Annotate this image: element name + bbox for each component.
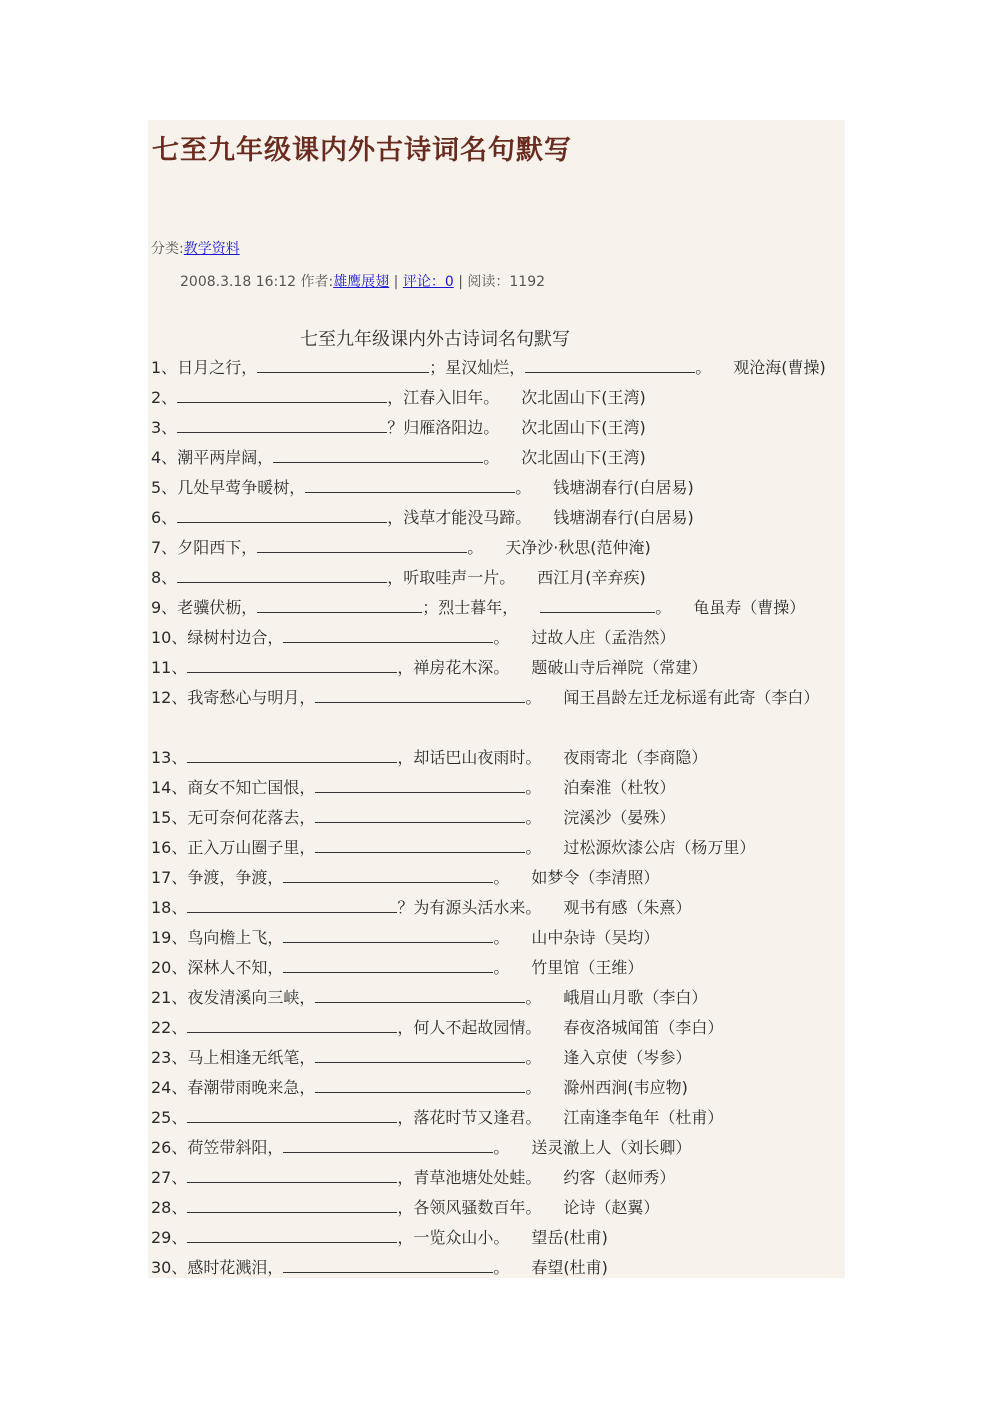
question-number: 9、: [151, 598, 178, 617]
question-line: [151, 775, 675, 801]
poem-text: 感时花溅泪，: [187, 1258, 284, 1277]
answer-blank: [315, 805, 525, 823]
poem-source: 峨眉山月歌（李白）: [563, 988, 708, 1007]
question-number: 7、: [151, 538, 178, 557]
poem-text: 。: [525, 1048, 542, 1067]
poem-text: 。: [525, 808, 542, 827]
poem-text: 。: [493, 1258, 510, 1277]
answer-blank: [283, 865, 493, 883]
answer-blank: [177, 565, 387, 583]
poem-text: 春潮带雨晚来急，: [187, 1078, 316, 1097]
poem-text: 。: [525, 988, 542, 1007]
post-meta: [180, 271, 545, 291]
question-line: [151, 1225, 608, 1251]
question-number: 4、: [151, 448, 178, 467]
read-count: 阅读：1192: [467, 274, 546, 290]
poem-text: 。: [695, 358, 712, 377]
answer-blank: [177, 385, 387, 403]
poem-source: 次北固山下(王湾): [521, 448, 646, 467]
author-label: 作者:: [300, 274, 334, 290]
question-line: [151, 805, 675, 831]
question-number: 30、: [151, 1258, 188, 1277]
question-line: [151, 895, 691, 921]
answer-blank: [525, 355, 695, 373]
question-number: 5、: [151, 478, 178, 497]
answer-blank: [187, 1165, 397, 1183]
poem-text: ？为有源头活水来。: [397, 898, 542, 917]
poem-source: 龟虽寿（曹操）: [693, 598, 806, 617]
answer-blank: [187, 1015, 397, 1033]
poem-source: 钱塘湖春行(白居易): [553, 508, 694, 527]
question-line: [151, 625, 675, 651]
question-number: 18、: [151, 898, 188, 917]
poem-source: 天净沙·秋思(范仲淹): [505, 538, 651, 557]
question-line: [151, 505, 694, 531]
question-line: [151, 655, 707, 681]
poem-text: ；烈士暮年，: [422, 598, 519, 617]
question-line: [151, 865, 659, 891]
answer-blank: [257, 535, 467, 553]
question-line: [151, 535, 651, 561]
poem-source: 钱塘湖春行(白居易): [553, 478, 694, 497]
question-number: 28、: [151, 1198, 188, 1217]
poem-text: 。: [515, 478, 532, 497]
poem-text: 鸟向檐上飞，: [187, 928, 284, 947]
poem-text: 。: [525, 838, 542, 857]
answer-blank: [315, 775, 525, 793]
answer-blank: [283, 1255, 493, 1273]
poem-text: ，禅房花木深。: [397, 658, 510, 677]
poem-text: 。: [493, 958, 510, 977]
question-number: 23、: [151, 1048, 188, 1067]
question-line: [151, 1015, 723, 1041]
answer-blank: [187, 655, 397, 673]
question-number: 24、: [151, 1078, 188, 1097]
answer-blank: [540, 595, 655, 613]
poem-source: 浣溪沙（晏殊）: [563, 808, 676, 827]
poem-source: 次北固山下(王湾): [521, 388, 646, 407]
poem-text: 正入万山圈子里，: [187, 838, 316, 857]
question-number: 19、: [151, 928, 188, 947]
answer-blank: [315, 1075, 525, 1093]
answer-blank: [315, 985, 525, 1003]
category-link[interactable]: 教学资料: [183, 241, 240, 257]
question-number: 3、: [151, 418, 178, 437]
poem-text: 我寄愁心与明月，: [187, 688, 316, 707]
poem-text: ，江春入旧年。: [387, 388, 500, 407]
question-number: 6、: [151, 508, 178, 527]
poem-text: 荷笠带斜阳，: [187, 1138, 284, 1157]
category-line: [151, 238, 240, 258]
poem-text: 。: [493, 628, 510, 647]
poem-text: 夜发清溪向三峡，: [187, 988, 316, 1007]
category-label: 分类:: [151, 241, 184, 257]
question-line: [151, 685, 819, 711]
answer-blank: [283, 925, 493, 943]
answer-blank: [257, 595, 422, 613]
poem-source: 泊秦淮（杜牧）: [563, 778, 676, 797]
question-line: [151, 1075, 688, 1101]
answer-blank: [257, 355, 429, 373]
poem-text: ，浅草才能没马蹄。: [387, 508, 532, 527]
poem-source: 山中杂诗（吴均）: [531, 928, 660, 947]
answer-blank: [177, 505, 387, 523]
question-line: [151, 835, 755, 861]
question-line: [151, 415, 646, 441]
poem-text: 。: [525, 1078, 542, 1097]
poem-source: 春夜洛城闻笛（李白）: [563, 1018, 724, 1037]
poem-source: 逢入京使（岑参）: [563, 1048, 692, 1067]
question-number: 27、: [151, 1168, 188, 1187]
poem-text: 马上相逢无纸笔，: [187, 1048, 316, 1067]
poem-source: 闻王昌龄左迁龙标遥有此寄（李白）: [563, 688, 820, 707]
meta-separator: |: [393, 274, 399, 290]
poem-source: 夜雨寄北（李商隐）: [563, 748, 708, 767]
poem-source: 题破山寺后禅院（常建）: [531, 658, 708, 677]
question-number: 20、: [151, 958, 188, 977]
poem-text: 。: [483, 448, 500, 467]
answer-blank: [187, 1105, 397, 1123]
question-line: [151, 925, 659, 951]
poem-source: 春望(杜甫): [531, 1258, 608, 1277]
poem-source: 约客（赵师秀）: [563, 1168, 676, 1187]
poem-text: ，青草池塘处处蛙。: [397, 1168, 542, 1187]
question-number: 22、: [151, 1018, 188, 1037]
question-number: 16、: [151, 838, 188, 857]
answer-blank: [315, 685, 525, 703]
answer-blank: [187, 1195, 397, 1213]
question-number: 8、: [151, 568, 178, 587]
question-line: [151, 745, 707, 771]
poem-source: 论诗（赵翼）: [563, 1198, 660, 1217]
question-number: 14、: [151, 778, 188, 797]
poem-text: 商女不知亡国恨，: [187, 778, 316, 797]
question-number: 26、: [151, 1138, 188, 1157]
poem-source: 滁州西涧(韦应物): [563, 1078, 688, 1097]
content-title: 七至九年级课内外古诗词名句默写: [300, 329, 570, 350]
question-number: 11、: [151, 658, 188, 677]
question-line: [151, 1195, 659, 1221]
answer-blank: [177, 415, 387, 433]
author-link[interactable]: 雄鹰展翅: [333, 274, 390, 290]
question-number: 21、: [151, 988, 188, 1007]
question-line: [151, 1105, 723, 1131]
answer-blank: [283, 955, 493, 973]
answer-blank: [305, 475, 515, 493]
poem-text: 。: [525, 688, 542, 707]
question-number: 10、: [151, 628, 188, 647]
question-number: 13、: [151, 748, 188, 767]
poem-text: 。: [493, 928, 510, 947]
question-line: [151, 385, 646, 411]
question-number: 25、: [151, 1108, 188, 1127]
poem-text: 。: [493, 1138, 510, 1157]
poem-text: ，却话巴山夜雨时。: [397, 748, 542, 767]
answer-blank: [187, 745, 397, 763]
answer-blank: [283, 1135, 493, 1153]
post-datetime: 2008.3.18 16:12: [180, 274, 297, 290]
question-number: 29、: [151, 1228, 188, 1247]
poem-source: 送灵澈上人（刘长卿）: [531, 1138, 692, 1157]
poem-source: 过松源炊漆公店（杨万里）: [563, 838, 756, 857]
question-line: [151, 1255, 608, 1281]
answer-blank: [187, 895, 397, 913]
page-title: 七至九年级课内外古诗词名句默写: [152, 135, 572, 166]
poem-text: ，落花时节又逢君。: [397, 1108, 542, 1127]
poem-text: 日月之行，: [177, 358, 258, 377]
poem-text: ，一览众山小。: [397, 1228, 510, 1247]
poem-source: 次北固山下(王湾): [521, 418, 646, 437]
poem-text: ？归雁洛阳边。: [387, 418, 500, 437]
answer-blank: [283, 625, 493, 643]
poem-text: 。: [493, 868, 510, 887]
poem-text: ，何人不起故园情。: [397, 1018, 542, 1037]
poem-text: 深林人不知，: [187, 958, 284, 977]
question-line: [151, 445, 646, 471]
poem-text: 老骥伏枥，: [177, 598, 258, 617]
question-line: [151, 595, 805, 621]
poem-text: ，各领风骚数百年。: [397, 1198, 542, 1217]
question-line: [151, 355, 826, 381]
meta-separator: |: [458, 274, 463, 290]
answer-blank: [273, 445, 483, 463]
poem-source: 江南逢李龟年（杜甫）: [563, 1108, 724, 1127]
answer-blank: [315, 835, 525, 853]
poem-text: 几处早莺争暖树，: [177, 478, 306, 497]
poem-source: 西江月(辛弃疾): [537, 568, 646, 587]
answer-blank: [187, 1225, 397, 1243]
poem-source: 观沧海(曹操): [733, 358, 826, 377]
poem-text: 。: [467, 538, 484, 557]
question-line: [151, 955, 643, 981]
question-number: 12、: [151, 688, 188, 707]
poem-text: 潮平两岸阔，: [177, 448, 274, 467]
poem-text: 。: [655, 598, 672, 617]
question-number: 15、: [151, 808, 188, 827]
question-line: [151, 1045, 691, 1071]
poem-source: 竹里馆（王维）: [531, 958, 644, 977]
poem-source: 过故人庄（孟浩然）: [531, 628, 676, 647]
question-line: [151, 985, 707, 1011]
poem-source: 观书有感（朱熹）: [563, 898, 692, 917]
poem-text: 夕阳西下，: [177, 538, 258, 557]
poem-source: 如梦令（李清照）: [531, 868, 660, 887]
poem-text: ，听取哇声一片。: [387, 568, 516, 587]
poem-source: 望岳(杜甫): [531, 1228, 608, 1247]
question-line: [151, 1135, 691, 1161]
question-line: [151, 475, 694, 501]
answer-blank: [315, 1045, 525, 1063]
question-line: [151, 565, 646, 591]
poem-text: ；星汉灿烂，: [429, 358, 526, 377]
comments-link[interactable]: 评论：0: [402, 274, 454, 290]
poem-text: 。: [525, 778, 542, 797]
question-line: [151, 1165, 675, 1191]
poem-text: 绿树村边合，: [187, 628, 284, 647]
question-number: 17、: [151, 868, 188, 887]
poem-text: 无可奈何花落去，: [187, 808, 316, 827]
question-number: 1、: [151, 358, 178, 377]
question-number: 2、: [151, 388, 178, 407]
poem-text: 争渡，争渡，: [187, 868, 284, 887]
